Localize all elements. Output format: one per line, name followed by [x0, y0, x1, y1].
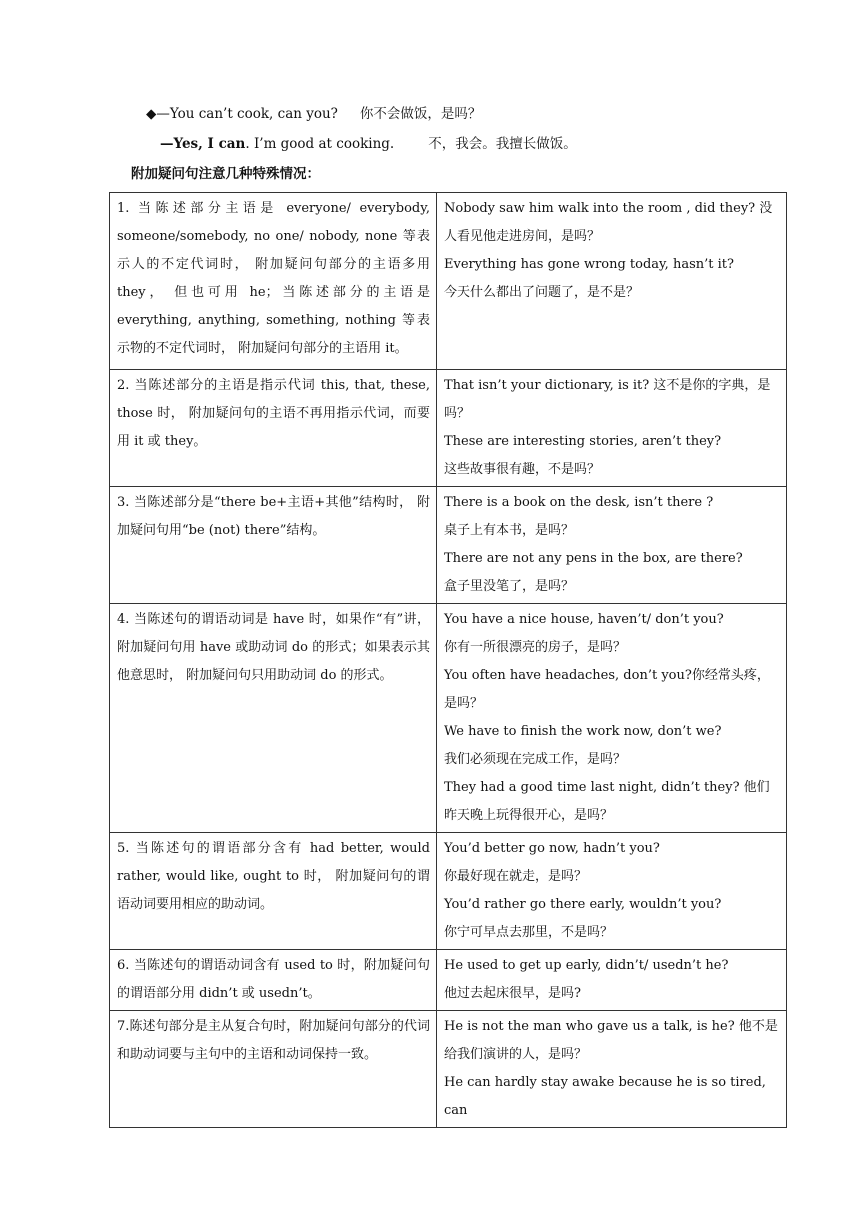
table-row [110, 370, 787, 487]
table-row [110, 604, 787, 833]
question-english: —You can’t cook, can you? [156, 106, 338, 122]
bullet-diamond-icon: ◆ [146, 106, 157, 122]
table-row [110, 833, 787, 950]
example-line: 你有一所很漂亮的房子，是吗？ [444, 640, 627, 655]
example-line: 你宁可早点去那里，不是吗？ [444, 925, 614, 940]
example-cell [437, 604, 787, 833]
example-line: We have to finish the work now, don’t we? [444, 724, 722, 739]
example-line: 他过去起床很早，是吗? [444, 986, 581, 1001]
answer-english-bold: —Yes, I can [160, 136, 246, 152]
example-cell [437, 487, 787, 604]
example-line: He can hardly stay awake because he is so tired, can [444, 1075, 766, 1118]
rule-cell: 4. 当陈述句的谓语动词是 have 时，如果作“有”讲， 附加疑问句用 have 或助动词 do 的形式；如果表示其他意思时， 附加疑问句只用助动词 do 的形式。 [110, 604, 437, 833]
example-line: You’d better go now, hadn’t you? [444, 841, 660, 856]
example-line: Nobody saw him walk into the room , did they? 没人看见他走进房间，是吗？ [444, 201, 773, 244]
example-line: 这些故事很有趣，不是吗？ [444, 462, 601, 477]
answer-english-rest: . I’m good at cooking. [245, 136, 395, 152]
example-line: He is not the man who gave us a talk, is he? 他不是给我们演讲的人，是吗？ [444, 1019, 778, 1062]
example-line: You’d rather go there early, wouldn’t you? [444, 897, 722, 912]
table-row [110, 950, 787, 1011]
rule-cell: 7.陈述句部分是主从复合句时，附加疑问句部分的代词和助动词要与主句中的主语和动词保持一致。 [110, 1011, 437, 1128]
rule-cell: 2. 当陈述部分的主语是指示代词 this, that, these, those 时， 附加疑问句的主语不再用指示代词，而要用 it 或 they。 [110, 370, 437, 487]
example-line: There are not any pens in the box, are there? [444, 551, 743, 566]
example-cell [437, 193, 787, 370]
table-row [110, 487, 787, 604]
example-question-line [146, 104, 481, 124]
example-line: 你最好现在就走，是吗？ [444, 869, 588, 884]
example-line: There is a book on the desk, isn’t there ? [444, 495, 714, 510]
table-row [110, 193, 787, 370]
example-cell [437, 370, 787, 487]
example-line: They had a good time last night, didn’t they? 他们昨天晚上玩得很开心，是吗？ [444, 780, 770, 823]
example-cell [437, 833, 787, 950]
section-heading: 附加疑问句注意几种特殊情况： [131, 166, 320, 182]
rules-table [109, 192, 787, 1128]
example-line: You have a nice house, haven’t/ don’t you? [444, 612, 724, 627]
example-answer-line [160, 134, 577, 154]
example-line: 桌子上有本书，是吗？ [444, 523, 575, 538]
example-cell [437, 1011, 787, 1128]
example-line: 盒子里没笔了，是吗？ [444, 579, 575, 594]
rule-cell: 3. 当陈述部分是“there be+主语+其他”结构时， 附加疑问句用“be (not) there”结构。 [110, 487, 437, 604]
example-line: These are interesting stories, aren’t they? [444, 434, 722, 449]
example-line: 我们必须现在完成工作，是吗？ [444, 752, 627, 767]
rule-cell: 5. 当陈述句的谓语部分含有 had better, would rather, would like, ought to 时， 附加疑问句的谓语动词要用相应的助动词。 [110, 833, 437, 950]
table-row [110, 1011, 787, 1128]
example-line: He used to get up early, didn’t/ usedn’t he? [444, 958, 729, 973]
question-chinese: 你不会做饭，是吗？ [359, 106, 482, 122]
example-line: 今天什么都出了问题了，是不是？ [444, 285, 640, 300]
example-cell [437, 950, 787, 1011]
example-line: Everything has gone wrong today, hasn’t it? [444, 257, 734, 272]
rule-cell: 1. 当陈述部分主语是 everyone/ everybody, someone/somebody, no one/ nobody, none 等表示人的不定代词时， 附加疑问句部分的主语多用 they， 但也可用 he；当陈述部分的主语是 everything, anything, something, nothing 等表示物的不定代词时， 附加疑问句部分的主语用 it。 [110, 193, 437, 370]
example-line: That isn’t your dictionary, is it? 这不是你的字典，是吗？ [444, 378, 771, 421]
example-line: You often have headaches, don’t you?你经常头疼，是吗？ [444, 668, 770, 711]
rule-cell: 6. 当陈述句的谓语动词含有 used to 时，附加疑问句的谓语部分用 didn’t 或 usedn’t。 [110, 950, 437, 1011]
answer-chinese: 不，我会。我擅长做饭。 [428, 136, 577, 152]
